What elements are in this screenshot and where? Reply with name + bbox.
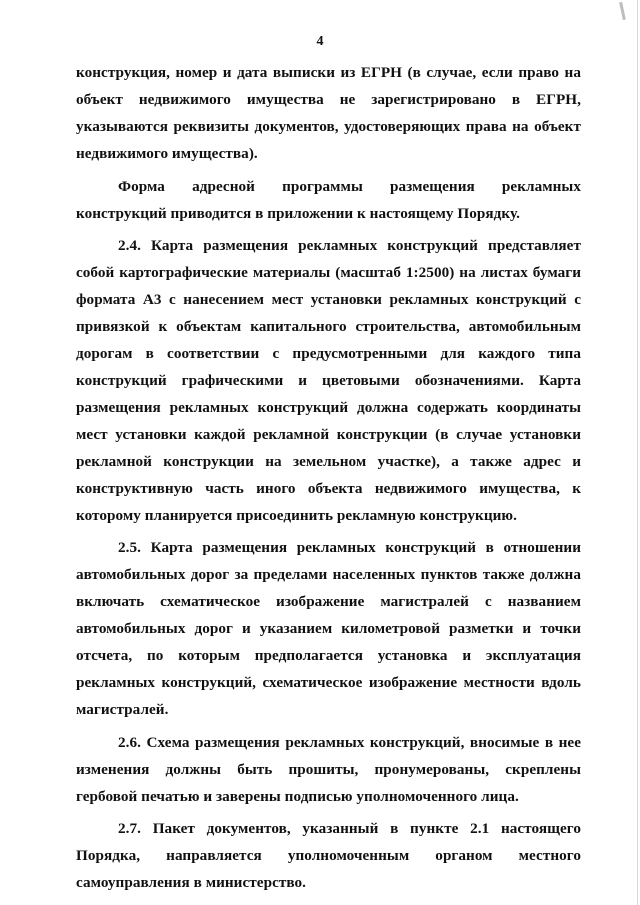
paragraph-continuation: конструкция, номер и дата выписки из ЕГРН (в случае, если право на объект недвижимого имущества не зарегистрировано в ЕГРН, указываются реквизиты документов, удостоверяющих права на объект недвижимого имущества). xyxy=(76,64,581,162)
document-body xyxy=(76,60,581,897)
page-number: 4 xyxy=(316,34,324,49)
paragraph-2-6: 2.6. Схема размещения рекламных конструкций, вносимые в нее изменения должны быть прошиты, пронумерованы, скреплены гербовой печатью и заверены подписью уполномоченного лица. xyxy=(76,733,581,805)
scan-corner-mark xyxy=(619,2,626,20)
paragraph-2-7: 2.7. Пакет документов, указанный в пункте 2.1 настоящего Порядка, направляется уполномоченным органом местного самоуправления в министерство. xyxy=(76,820,581,892)
paragraph-2-5: 2.5. Карта размещения рекламных конструкций в отношении автомобильных дорог за пределами населенных пунктов также должна включать схематическое изображение магистралей с названием автомобильных дорог и указанием километровой разметки и точки отсчета, по которым предполагается установка и эксплуатация рекламных конструкций, схематическое изображение местности вдоль магистралей. xyxy=(76,539,581,718)
paragraph-form-note: Форма адресной программы размещения рекламных конструкций приводится в приложении к настоящему Порядку. xyxy=(76,177,581,222)
scan-edge-line xyxy=(637,0,638,905)
paragraph-2-4: 2.4. Карта размещения рекламных конструкций представляет собой картографические материалы (масштаб 1:2500) на листах бумаги формата А3 с нанесением мест установки рекламных конструкций с привязкой к объектам капитального строительства, автомобильным дорогам в соответствии с предусмотренными для каждого типа конструкций графическими и цветовыми обозначениями. Карта размещения рекламных конструкций должна содержать координаты мест установки каждой рекламной конструкции (в случае установки рекламной конструкции на земельном участке), а также адрес и конструктивную часть иного объекта недвижимого имущества, к которому планируется присоединить рекламную конструкцию. xyxy=(76,237,581,524)
